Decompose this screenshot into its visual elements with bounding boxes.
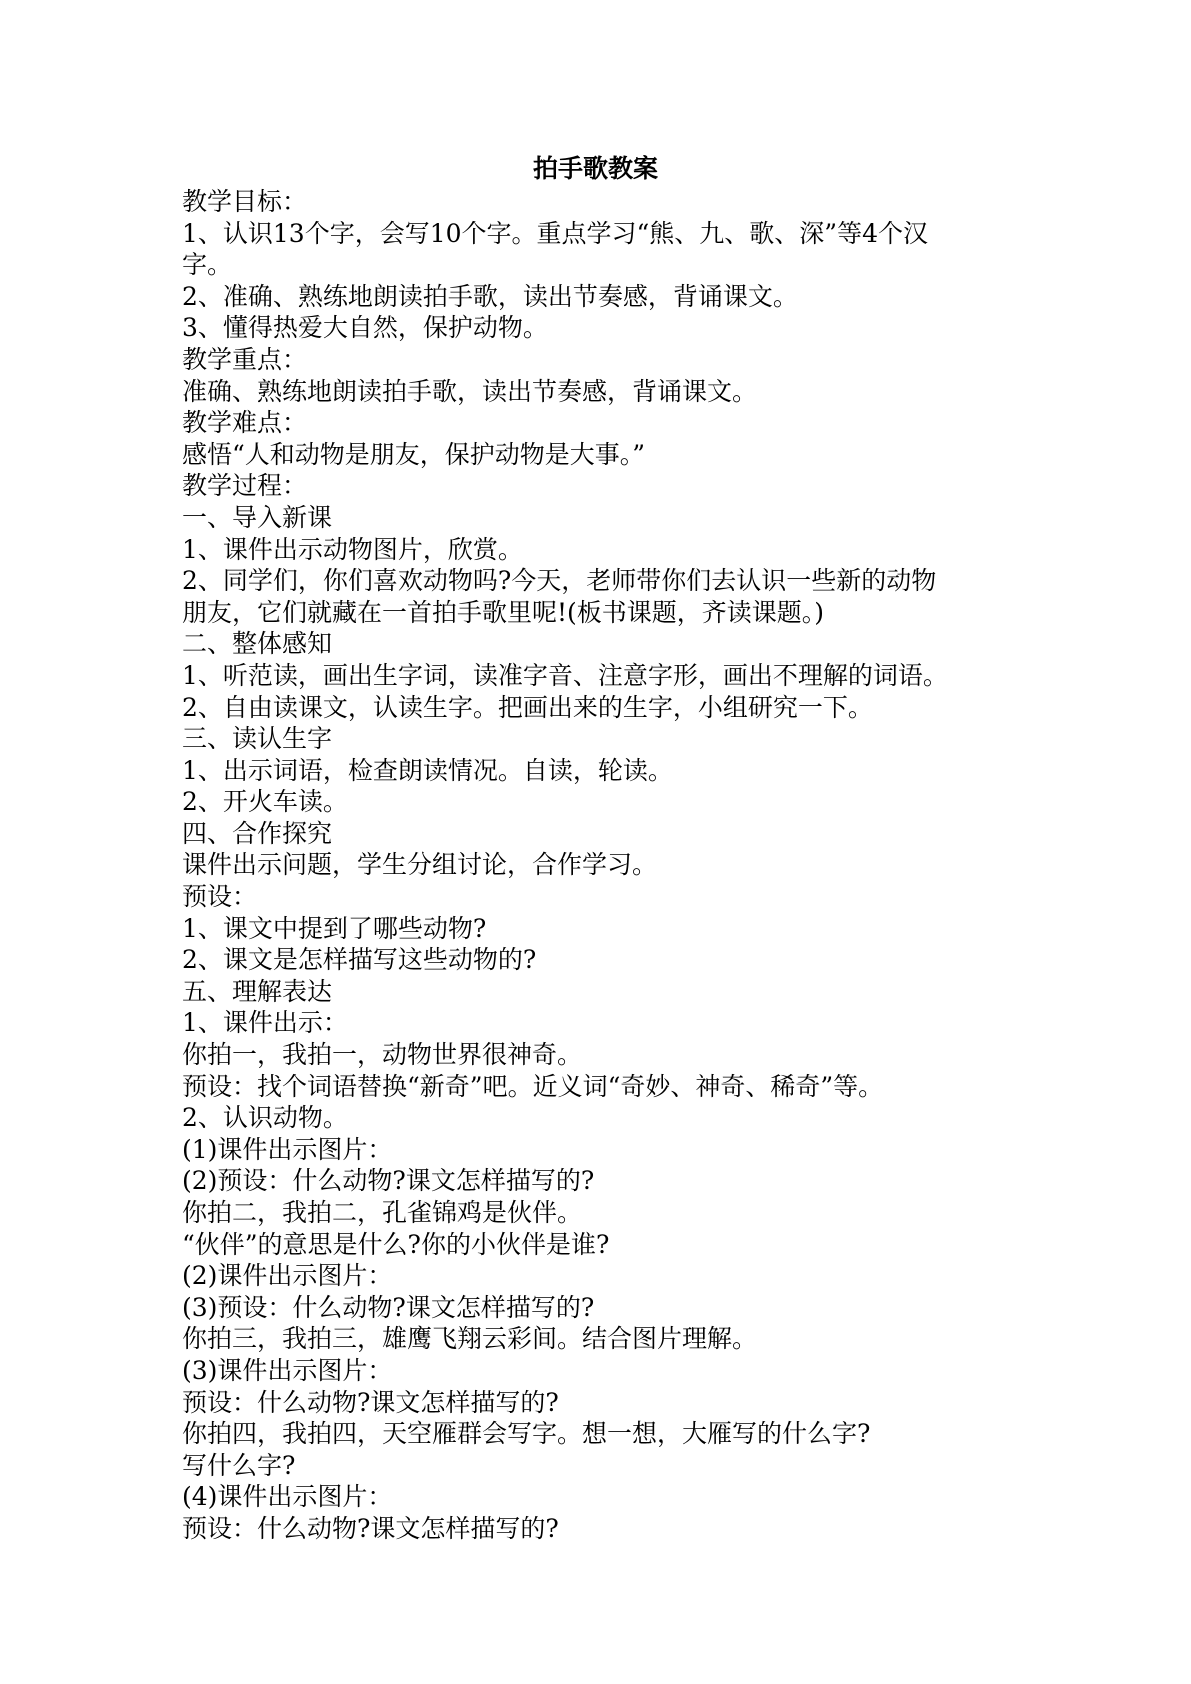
body-line: 朋友，它们就藏在一首拍手歌里呢!(板书课题，齐读课题。) [182, 597, 825, 627]
body-line: 教学重点： [182, 344, 308, 374]
body-line: (4)课件出示图片： [182, 1482, 393, 1512]
body-line: 2、课文是怎样描写这些动物的? [182, 945, 537, 975]
body-line: 二、整体感知 [182, 629, 333, 659]
body-line: 课件出示问题，学生分组讨论，合作学习。 [182, 850, 658, 880]
body-line: (3)课件出示图片： [182, 1355, 393, 1385]
body-line: 教学目标： [182, 187, 308, 216]
body-line: 2、认识动物。 [182, 1103, 348, 1133]
body-line: 2、准确、熟练地朗读拍手歌，读出节奏感，背诵课文。 [182, 281, 798, 311]
body-line: 字。 [182, 250, 233, 280]
body-line: (2)预设：什么动物?课文怎样描写的? [182, 1166, 595, 1196]
document-body [182, 186, 1022, 1545]
body-line: 一、导入新课 [182, 502, 333, 532]
body-line: 你拍四，我拍四，天空雁群会写字。想一想，大雁写的什么字? [182, 1419, 871, 1449]
body-line: 预设：什么动物?课文怎样描写的? [182, 1387, 559, 1417]
body-line: 准确、熟练地朗读拍手歌，读出节奏感，背诵课文。 [182, 376, 758, 406]
body-line: 预设：什么动物?课文怎样描写的? [182, 1513, 559, 1543]
body-line: 1、课件出示： [182, 1008, 348, 1038]
body-line: 你拍三，我拍三，雄鹰飞翔云彩间。结合图片理解。 [182, 1324, 758, 1354]
body-line: 你拍二，我拍二，孔雀锦鸡是伙伴。 [182, 1198, 583, 1227]
body-line: (3)预设：什么动物?课文怎样描写的? [182, 1292, 595, 1322]
body-line: (2)课件出示图片： [182, 1261, 393, 1291]
document-title: 拍手歌教案 [532, 154, 658, 183]
body-line: 1、认识13个字，会写10个字。重点学习“熊、九、歌、深”等4个汉 [182, 218, 928, 248]
body-line: 2、开火车读。 [182, 787, 348, 817]
body-line: “伙伴”的意思是什么?你的小伙伴是谁? [182, 1229, 610, 1259]
body-line: 四、合作探究 [182, 818, 333, 848]
body-line: 1、出示词语，检查朗读情况。自读，轮读。 [182, 755, 673, 785]
body-line: 1、课文中提到了哪些动物? [182, 913, 487, 943]
body-line: 教学过程： [182, 471, 308, 501]
body-line: 五、理解表达 [182, 976, 333, 1006]
body-line: 预设：找个词语替换“新奇”吧。近义词“奇妙、神奇、稀奇”等。 [182, 1071, 884, 1101]
body-line: 预设： [182, 882, 258, 912]
body-line: 1、课件出示动物图片，欣赏。 [182, 534, 523, 564]
body-line: 2、同学们，你们喜欢动物吗?今天，老师带你们去认识一些新的动物 [182, 566, 937, 596]
body-line: 三、读认生字 [182, 724, 333, 754]
body-line: 2、自由读课文，认读生字。把画出来的生字，小组研究一下。 [182, 692, 873, 722]
body-line: 1、听范读，画出生字词，读准字音、注意字形，画出不理解的词语。 [182, 660, 948, 690]
body-line: 教学难点： [182, 408, 308, 438]
body-line: 你拍一，我拍一，动物世界很神奇。 [182, 1040, 583, 1070]
body-line: (1)课件出示图片： [182, 1134, 393, 1164]
body-line: 写什么字? [182, 1450, 296, 1480]
body-line: 感悟“人和动物是朋友，保护动物是大事。” [182, 439, 646, 469]
body-line: 3、懂得热爱大自然，保护动物。 [182, 313, 548, 343]
